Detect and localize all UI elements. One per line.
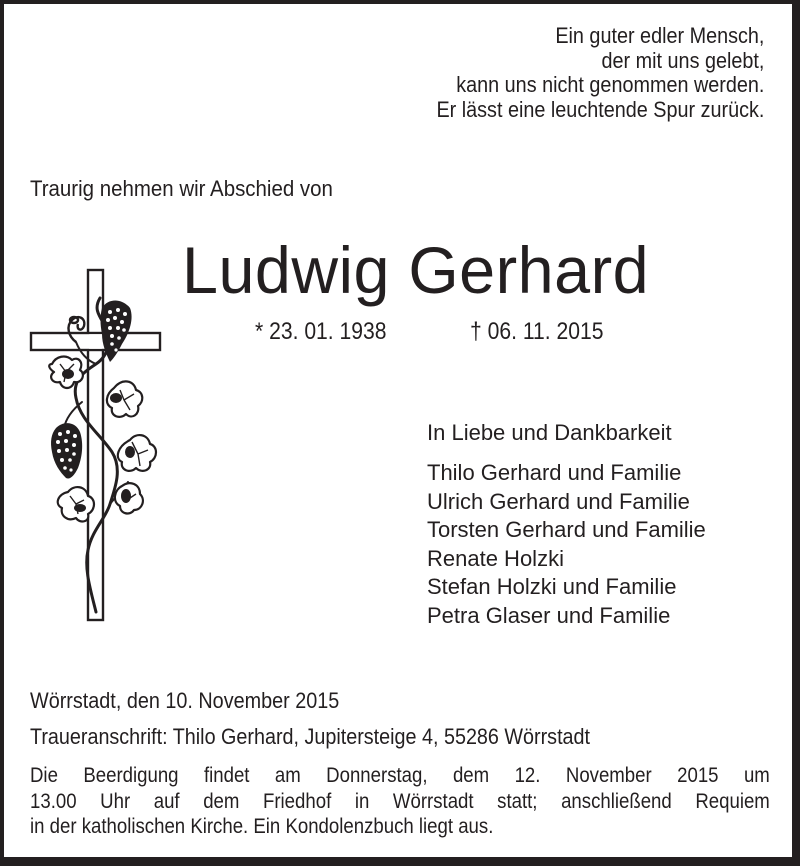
poem-line: der mit uns gelebt, xyxy=(601,47,764,73)
mourners-list xyxy=(427,459,706,631)
mourner-name: Petra Glaser und Familie xyxy=(427,602,671,628)
poem-line: Er lässt eine leuchtende Spur zurück. xyxy=(436,96,764,122)
intro-text: Traurig nehmen wir Abschied von xyxy=(30,176,333,201)
funeral-line: 13.00 Uhr auf dem Friedhof in Wörrstadt statt; anschließend Requiem xyxy=(30,789,770,813)
mourning-address: Traueranschrift: Thilo Gerhard, Jupitersteige 4, 55286 Wörrstadt xyxy=(30,724,591,749)
mourner-name: Stefan Holzki und Familie xyxy=(427,574,677,600)
funeral-details xyxy=(30,763,770,840)
funeral-line: in der katholischen Kirche. Ein Kondolenzbuch liegt aus. xyxy=(30,815,494,838)
deceased-name: Ludwig Gerhard xyxy=(182,233,650,307)
mourner-name: Torsten Gerhard und Familie xyxy=(427,517,706,543)
funeral-line: Die Beerdigung findet am Donnerstag, dem 12. November 2015 um xyxy=(30,764,770,787)
mourners-lead: In Liebe und Dankbarkeit xyxy=(427,420,672,445)
poem-line: Ein guter edler Mensch, xyxy=(554,23,764,48)
birth-date: * 23. 01. 1938 xyxy=(255,318,387,345)
poem-line: kann uns nicht genommen werden. xyxy=(455,72,764,97)
place-and-date: Wörrstadt, den 10. November 2015 xyxy=(30,688,340,713)
mourners-block xyxy=(427,419,706,631)
mourner-name: Thilo Gerhard und Familie xyxy=(427,460,682,485)
obituary-notice xyxy=(4,4,792,857)
mourner-name: Ulrich Gerhard und Familie xyxy=(427,488,690,514)
memorial-poem xyxy=(436,24,764,122)
cross-with-grapevine-icon xyxy=(26,268,166,624)
death-date: † 06. 11. 2015 xyxy=(470,318,604,345)
mourner-name: Renate Holzki xyxy=(427,545,564,571)
